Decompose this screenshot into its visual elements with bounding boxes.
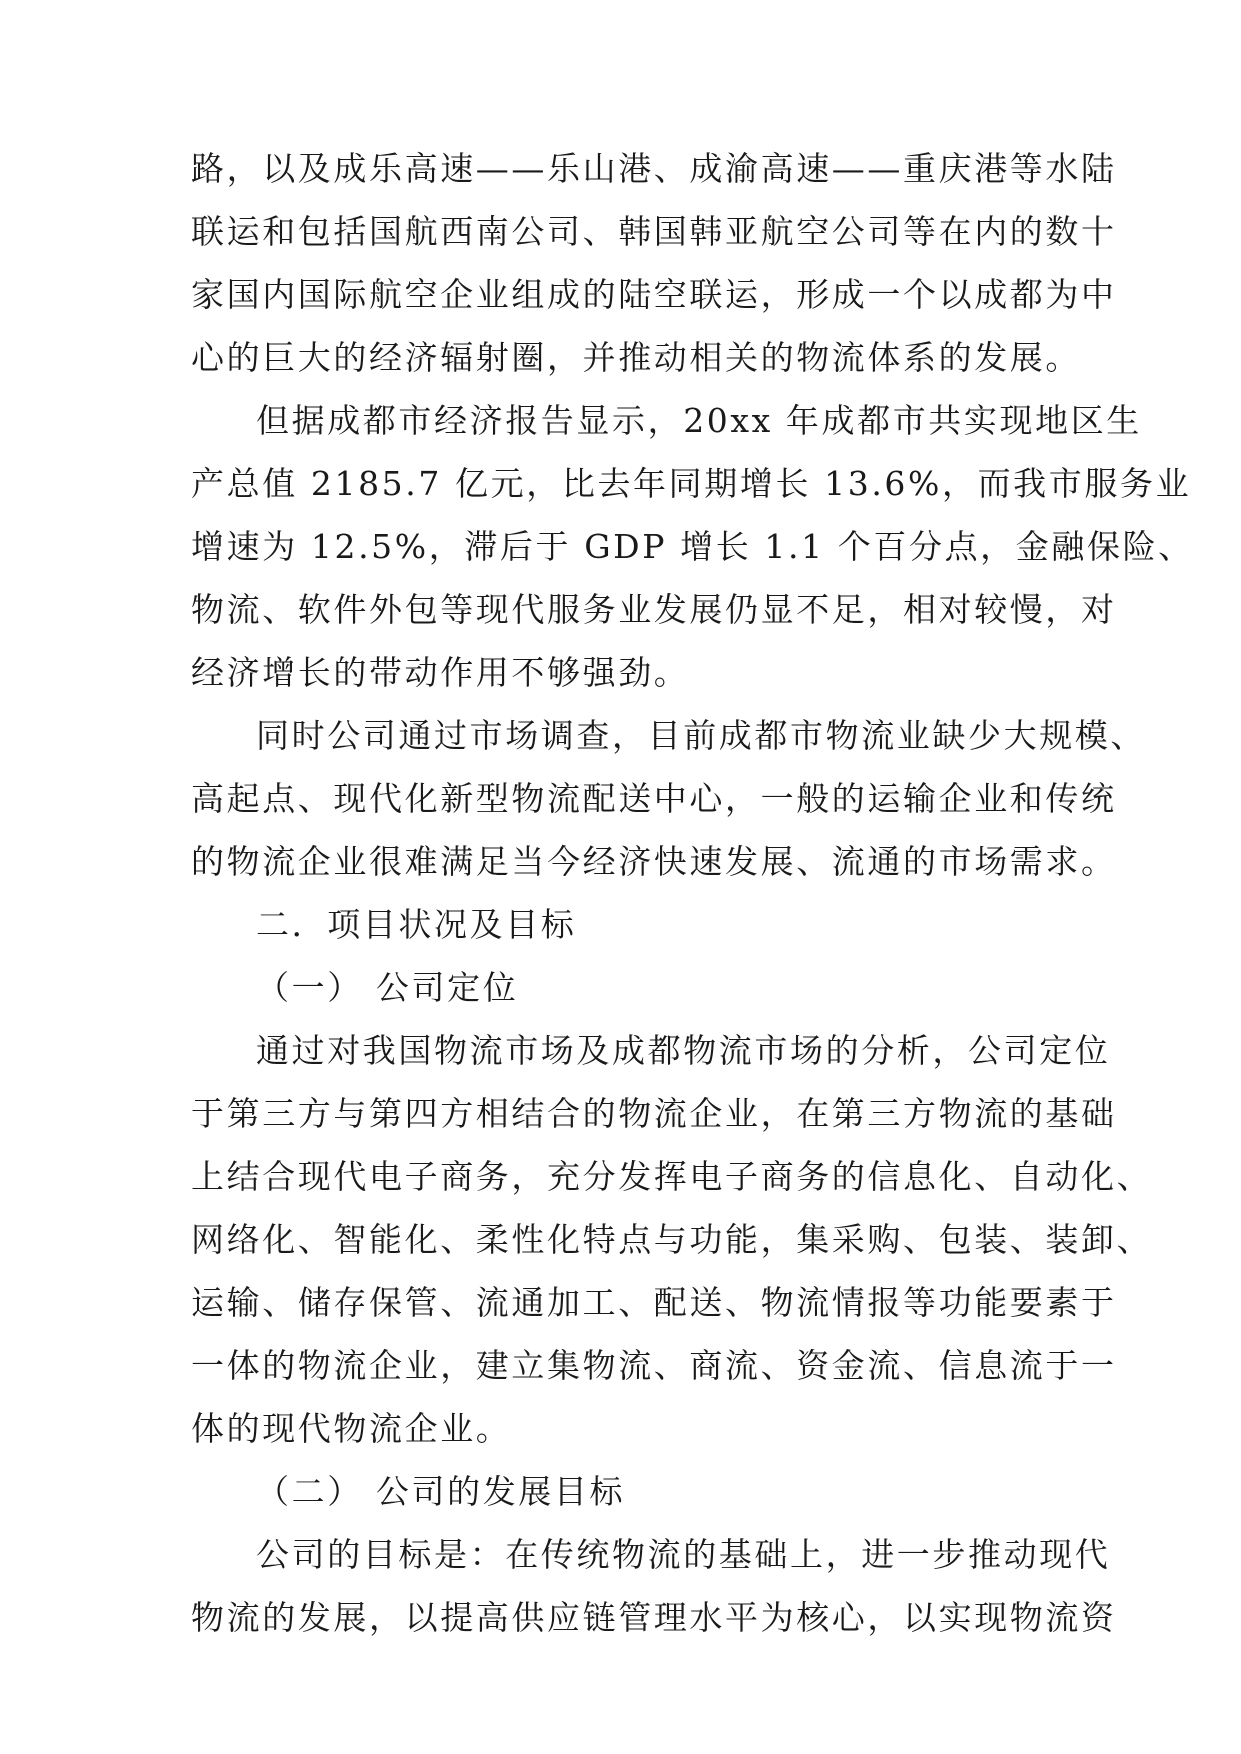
paragraph-line: 公司的目标是：在传统物流的基础上，进一步推动现代 xyxy=(256,1535,1111,1574)
paragraph-line: 路，以及成乐高速——乐山港、成渝高速——重庆港等水陆 xyxy=(191,149,1117,188)
paragraph-line: 家国内国际航空企业组成的陆空联运，形成一个以成都为中 xyxy=(191,275,1117,314)
paragraph-line: 但据成都市经济报告显示，20xx 年成都市共实现地区生 xyxy=(256,401,1142,440)
paragraph-line: 经济增长的带动作用不够强劲。 xyxy=(191,653,690,692)
paragraph-line: 上结合现代电子商务，充分发挥电子商务的信息化、自动化、 xyxy=(191,1157,1153,1196)
paragraph-line: 联运和包括国航西南公司、韩国韩亚航空公司等在内的数十 xyxy=(191,212,1117,251)
section-heading: 二．项目状况及目标 xyxy=(256,905,577,944)
paragraph-line: 同时公司通过市场调查，目前成都市物流业缺少大规模、 xyxy=(256,716,1146,755)
paragraph-line: 一体的物流企业，建立集物流、商流、资金流、信息流于一 xyxy=(191,1346,1117,1385)
paragraph-line: 高起点、现代化新型物流配送中心，一般的运输企业和传统 xyxy=(191,779,1117,818)
paragraph-line: 体的现代物流企业。 xyxy=(191,1409,512,1448)
paragraph-line: 物流的发展，以提高供应链管理水平为核心，以实现物流资 xyxy=(191,1598,1117,1637)
paragraph-line: 于第三方与第四方相结合的物流企业，在第三方物流的基础 xyxy=(191,1094,1117,1133)
subsection-heading: （二） 公司的发展目标 xyxy=(256,1472,626,1511)
paragraph-line: 产总值 2185.7 亿元，比去年同期增长 13.6%，而我市服务业 xyxy=(191,464,1192,503)
paragraph-line: 心的巨大的经济辐射圈，并推动相关的物流体系的发展。 xyxy=(191,338,1081,377)
subsection-heading: （一） 公司定位 xyxy=(256,968,519,1007)
paragraph-line: 网络化、智能化、柔性化特点与功能，集采购、包装、装卸、 xyxy=(191,1220,1153,1259)
paragraph-line: 增速为 12.5%，滞后于 GDP 增长 1.1 个百分点，金融保险、 xyxy=(191,527,1194,566)
paragraph-line: 物流、软件外包等现代服务业发展仍显不足，相对较慢，对 xyxy=(191,590,1117,629)
paragraph-line: 通过对我国物流市场及成都物流市场的分析，公司定位 xyxy=(256,1031,1111,1070)
paragraph-line: 运输、储存保管、流通加工、配送、物流情报等功能要素于 xyxy=(191,1283,1117,1322)
paragraph-line: 的物流企业很难满足当今经济快速发展、流通的市场需求。 xyxy=(191,842,1117,881)
